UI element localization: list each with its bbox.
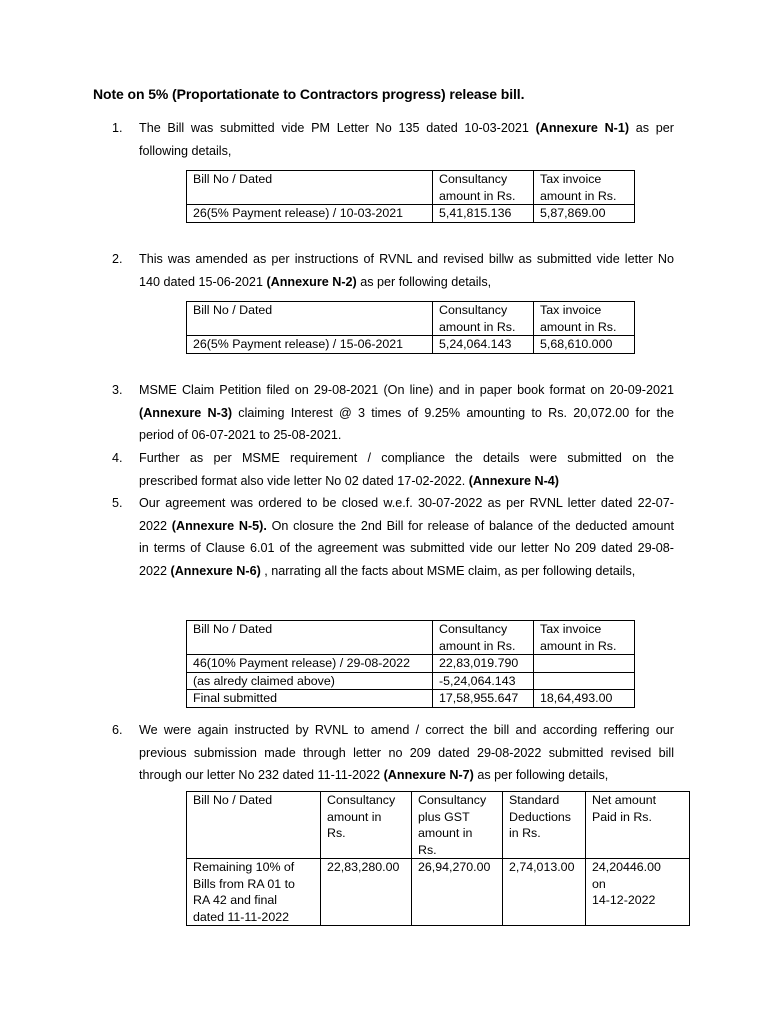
table-header-cell: Consultancy amount in Rs. — [433, 621, 534, 655]
text-line — [139, 271, 674, 294]
text-run: prescribed format also vide letter No 02 dated 17-02-2022. — [139, 473, 469, 488]
text-run: , narrating all the facts about MSME claim, as per following details, — [260, 563, 636, 578]
text-run: Further as per MSME requirement / compliance the details were submitted on the — [139, 451, 674, 465]
table-header-cell: Consultancy amount in Rs. — [433, 302, 534, 336]
text-run: as per — [629, 121, 674, 135]
annexure-ref: (Annexure N-3) — [139, 405, 233, 420]
annexure-ref: (Annexure N-6) — [170, 563, 261, 578]
text-line — [139, 248, 674, 271]
text-line — [139, 140, 674, 163]
list-number: 3. — [112, 383, 123, 397]
table-cell: Remaining 10% of Bills from RA 01 to RA 42 and final dated 11-11-2022 — [187, 859, 321, 926]
text-run: claiming Interest @ 3 times of 9.25% amounting to Rs. 20,072.00 for the — [232, 405, 674, 420]
note-title: Note on 5% (Proportationate to Contractors progress) release bill. — [93, 86, 525, 102]
table-row — [187, 859, 690, 926]
text-run: The Bill was submitted vide PM Letter No 135 dated 10-03-2021 — [139, 121, 536, 135]
list-item-text — [139, 379, 674, 447]
table-cell: (as alredy claimed above) — [187, 672, 433, 690]
table-header-cell: Net amount Paid in Rs. — [586, 792, 690, 859]
table-row — [187, 336, 635, 354]
table-header-cell: Tax invoice amount in Rs. — [534, 621, 635, 655]
text-run: 2022 — [139, 518, 172, 533]
text-run: MSME Claim Petition filed on 29-08-2021 (On line) and in paper book format on 20-09-2021 — [139, 383, 674, 397]
text-run: Our agreement was ordered to be closed w.e.f. 30-07-2022 as per RVNL letter dated 22-07- — [139, 496, 674, 510]
table-header-cell: Tax invoice amount in Rs. — [534, 302, 635, 336]
text-run: 2022 — [139, 563, 171, 578]
list-item-3 — [112, 379, 674, 447]
table-cell: 17,58,955.647 — [433, 690, 534, 708]
table-cell: 22,83,280.00 — [321, 859, 412, 926]
table-header-row — [187, 792, 690, 859]
bill-table-3 — [186, 620, 635, 708]
bill-table-2 — [186, 301, 635, 354]
text-line — [139, 764, 674, 787]
table-header-cell: Tax invoice amount in Rs. — [534, 171, 635, 205]
list-item-text — [139, 492, 674, 582]
table-header-row — [187, 171, 635, 205]
table-row — [187, 672, 635, 690]
text-run: On closure the 2nd Bill for release of balance of the deducted amount — [266, 518, 675, 533]
text-run: We were again instructed by RVNL to amend / correct the bill and according reffering our — [139, 723, 674, 737]
text-run: as per following details, — [356, 274, 492, 289]
list-item-6 — [112, 719, 674, 787]
text-run: in terms of Clause 6.01 of the agreement was submitted vide our letter No 209 dated 29-08- — [139, 541, 674, 556]
table-cell: 26(5% Payment release) / 15-06-2021 — [187, 336, 433, 354]
list-item-4 — [112, 447, 674, 492]
table-cell: 5,24,064.143 — [433, 336, 534, 354]
annexure-ref: (Annexure N-4) — [468, 473, 559, 488]
table-header-cell: Bill No / Dated — [187, 171, 433, 205]
table-header-cell: Consultancy amount in Rs. — [321, 792, 412, 859]
table-header-cell: Standard Deductions in Rs. — [503, 792, 586, 859]
text-line — [139, 117, 674, 140]
table-cell: 26(5% Payment release) / 10-03-2021 — [187, 205, 433, 223]
table-row — [187, 690, 635, 708]
table-header-cell: Bill No / Dated — [187, 302, 433, 336]
table-cell: 46(10% Payment release) / 29-08-2022 — [187, 655, 433, 673]
list-item-5 — [112, 492, 674, 582]
annexure-ref: (Annexure N-5). — [171, 518, 267, 533]
list-number: 5. — [112, 496, 123, 510]
bill-table-1 — [186, 170, 635, 223]
table-header-cell: Consultancy amount in Rs. — [433, 171, 534, 205]
text-run: This was amended as per instructions of RVNL and revised billw as submitted vide letter No — [139, 252, 674, 266]
table-cell: Final submitted — [187, 690, 433, 708]
list-number: 6. — [112, 723, 123, 737]
text-line — [139, 402, 674, 425]
text-run: 140 dated 15-06-2021 — [139, 274, 267, 289]
text-line — [139, 719, 674, 742]
text-run: previous submission made through letter no 209 dated 29-08-2022 submitted revised bill — [139, 745, 674, 760]
table-cell: 5,41,815.136 — [433, 205, 534, 223]
text-line — [139, 470, 674, 493]
table-header-row — [187, 302, 635, 336]
annexure-ref: (Annexure N-2) — [266, 274, 357, 289]
list-item-2 — [112, 248, 674, 293]
list-number: 1. — [112, 121, 123, 135]
annexure-ref: (Annexure N-7) — [383, 768, 474, 783]
text-run: following details, — [139, 143, 232, 158]
table-row — [187, 655, 635, 673]
text-line — [139, 742, 674, 765]
table-cell: 26,94,270.00 — [412, 859, 503, 926]
table-cell: 22,83,019.790 — [433, 655, 534, 673]
list-number: 2. — [112, 252, 123, 266]
table-cell: 2,74,013.00 — [503, 859, 586, 926]
text-line — [139, 515, 674, 538]
table-header-cell: Bill No / Dated — [187, 792, 321, 859]
text-run: as per following details, — [473, 768, 609, 783]
table-header-cell: Bill No / Dated — [187, 621, 433, 655]
list-number: 4. — [112, 451, 123, 465]
text-line — [139, 424, 674, 447]
table-cell: 18,64,493.00 — [534, 690, 635, 708]
list-item-1 — [112, 117, 674, 162]
text-line — [139, 560, 674, 583]
table-header-row — [187, 621, 635, 655]
table-cell: 5,87,869.00 — [534, 205, 635, 223]
bill-table-4 — [186, 791, 690, 926]
table-row — [187, 205, 635, 223]
table-cell — [534, 672, 635, 690]
list-item-text — [139, 248, 674, 293]
table-header-cell: Consultancy plus GST amount in Rs. — [412, 792, 503, 859]
table-cell: -5,24,064.143 — [433, 672, 534, 690]
list-item-text — [139, 447, 674, 492]
text-line — [139, 492, 674, 515]
table-cell: 24,20446.00 on 14-12-2022 — [586, 859, 690, 926]
table-cell — [534, 655, 635, 673]
list-item-text — [139, 117, 674, 162]
text-run: period of 06-07-2021 to 25-08-2021. — [139, 428, 342, 443]
list-item-text — [139, 719, 674, 787]
text-line — [139, 447, 674, 470]
text-line — [139, 379, 674, 402]
text-run: through our letter No 232 dated 11-11-2022 — [139, 768, 384, 783]
text-line — [139, 537, 674, 560]
table-cell: 5,68,610.000 — [534, 336, 635, 354]
annexure-ref: (Annexure N-1) — [535, 121, 630, 135]
